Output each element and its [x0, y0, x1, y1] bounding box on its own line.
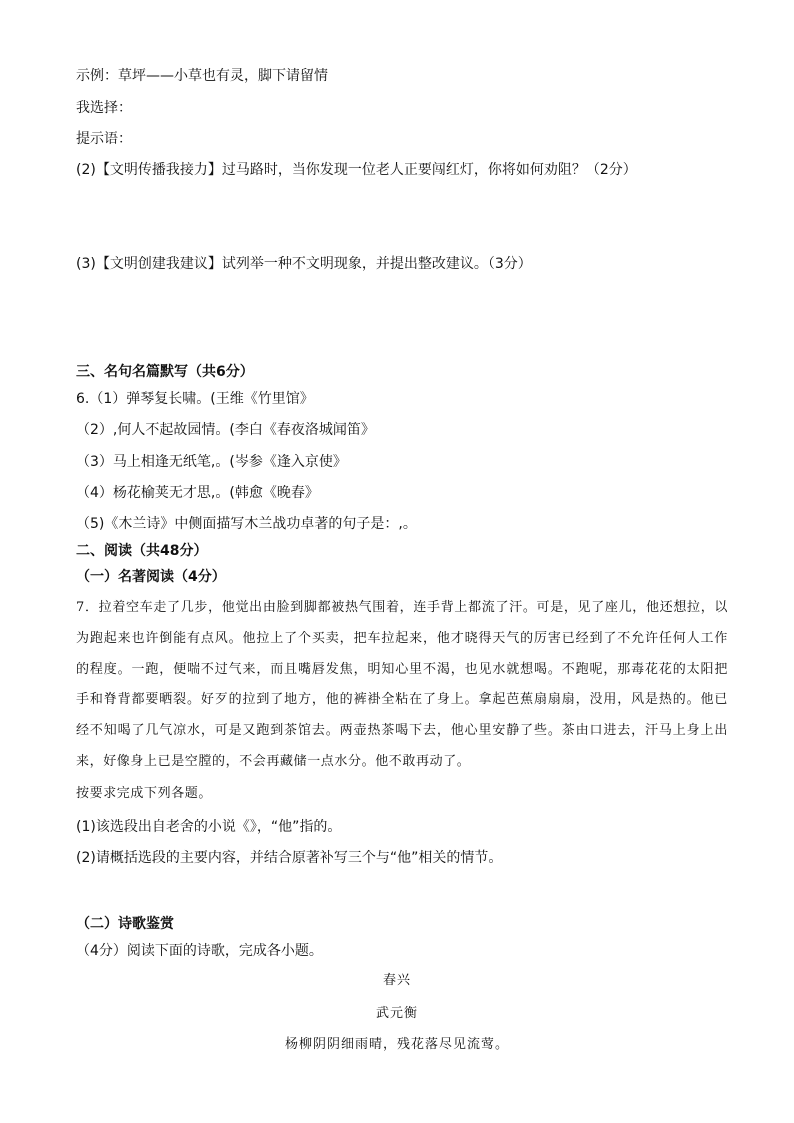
prompt-label: 提示语： — [76, 131, 132, 147]
question-3: (3)【文明创建我建议】试列举一种不文明现象，并提出整改建议。（3分） — [76, 256, 532, 272]
recitation-item-3: （3）马上相逢无纸笔,。(岑参《逢入京使》 — [76, 454, 347, 470]
poem-line-1: 杨柳阴阴细雨晴，残花落尽见流莺。 — [284, 1037, 509, 1052]
recitation-item-4: （4）杨花榆荚无才思,。(韩愈《晚春》 — [76, 485, 319, 501]
reading-section-heading: 二、阅读（共48分） — [76, 543, 208, 559]
recitation-item-1: 6.（1）弹琴复长啸。(王维《竹里馆》 — [76, 391, 314, 407]
section-3-heading: 三、名句名篇默写（共6分） — [76, 364, 254, 380]
classic-reading-subheading: （一）名著阅读（4分） — [76, 569, 226, 585]
reading-question-1: (1)该选段出自老舍的小说《》，“他”指的。 — [76, 819, 342, 835]
poem-title: 春兴 — [382, 973, 411, 988]
example-text: 示例：草坪——小草也有灵，脚下请留情 — [76, 68, 328, 84]
reading-question-2: (2)请概括选段的主要内容，并结合原著补写三个与“他”相关的情节。 — [76, 850, 503, 866]
recitation-item-5: （5)《木兰诗》中侧面描写木兰战功卓著的句子是：,。 — [76, 516, 417, 532]
question-2: (2)【文明传播我接力】过马路时，当你发现一位老人正要闯红灯，你将如何劝阻？（2分） — [76, 162, 637, 178]
recitation-item-2: （2）,何人不起故园情。(李白《春夜洛城闻笛》 — [76, 422, 375, 438]
choose-label: 我选择： — [76, 100, 132, 116]
reading-passage: 7．拉着空车走了几步，他觉出由脸到脚都被热气围着，连手背上都流了汗。可是，见了座儿，他还想拉，以为跑起来也许倒能有点风。他拉上了个买卖，把车拉起来，他才晓得天气的厉害已经到了不允许任何人工作的程度。一跑，便喘不过气来，而且嘴唇发焦，明知心里不渴，也见水就想喝。不跑呢，那毒花花的太阳把手和脊背都要晒裂。好歹的拉到了地方，他的裤褂全粘在了身上。拿起芭蕉扇扇扇，没用，风是热的。他已经不知喝了几气凉水，可是又跑到茶馆去。两壶热茶喝下去，他心里安静了些。茶由口进去，汗马上身上出来，好像身上已是空膛的，不会再藏储一点水分。他不敢再动了。 — [76, 600, 728, 769]
poem-intro: （4分）阅读下面的诗歌，完成各小题。 — [76, 943, 323, 959]
instruction-text: 按要求完成下列各题。 — [76, 786, 213, 801]
poem-author: 武元衡 — [375, 1006, 418, 1021]
poetry-subheading: （二）诗歌鉴赏 — [76, 916, 174, 932]
